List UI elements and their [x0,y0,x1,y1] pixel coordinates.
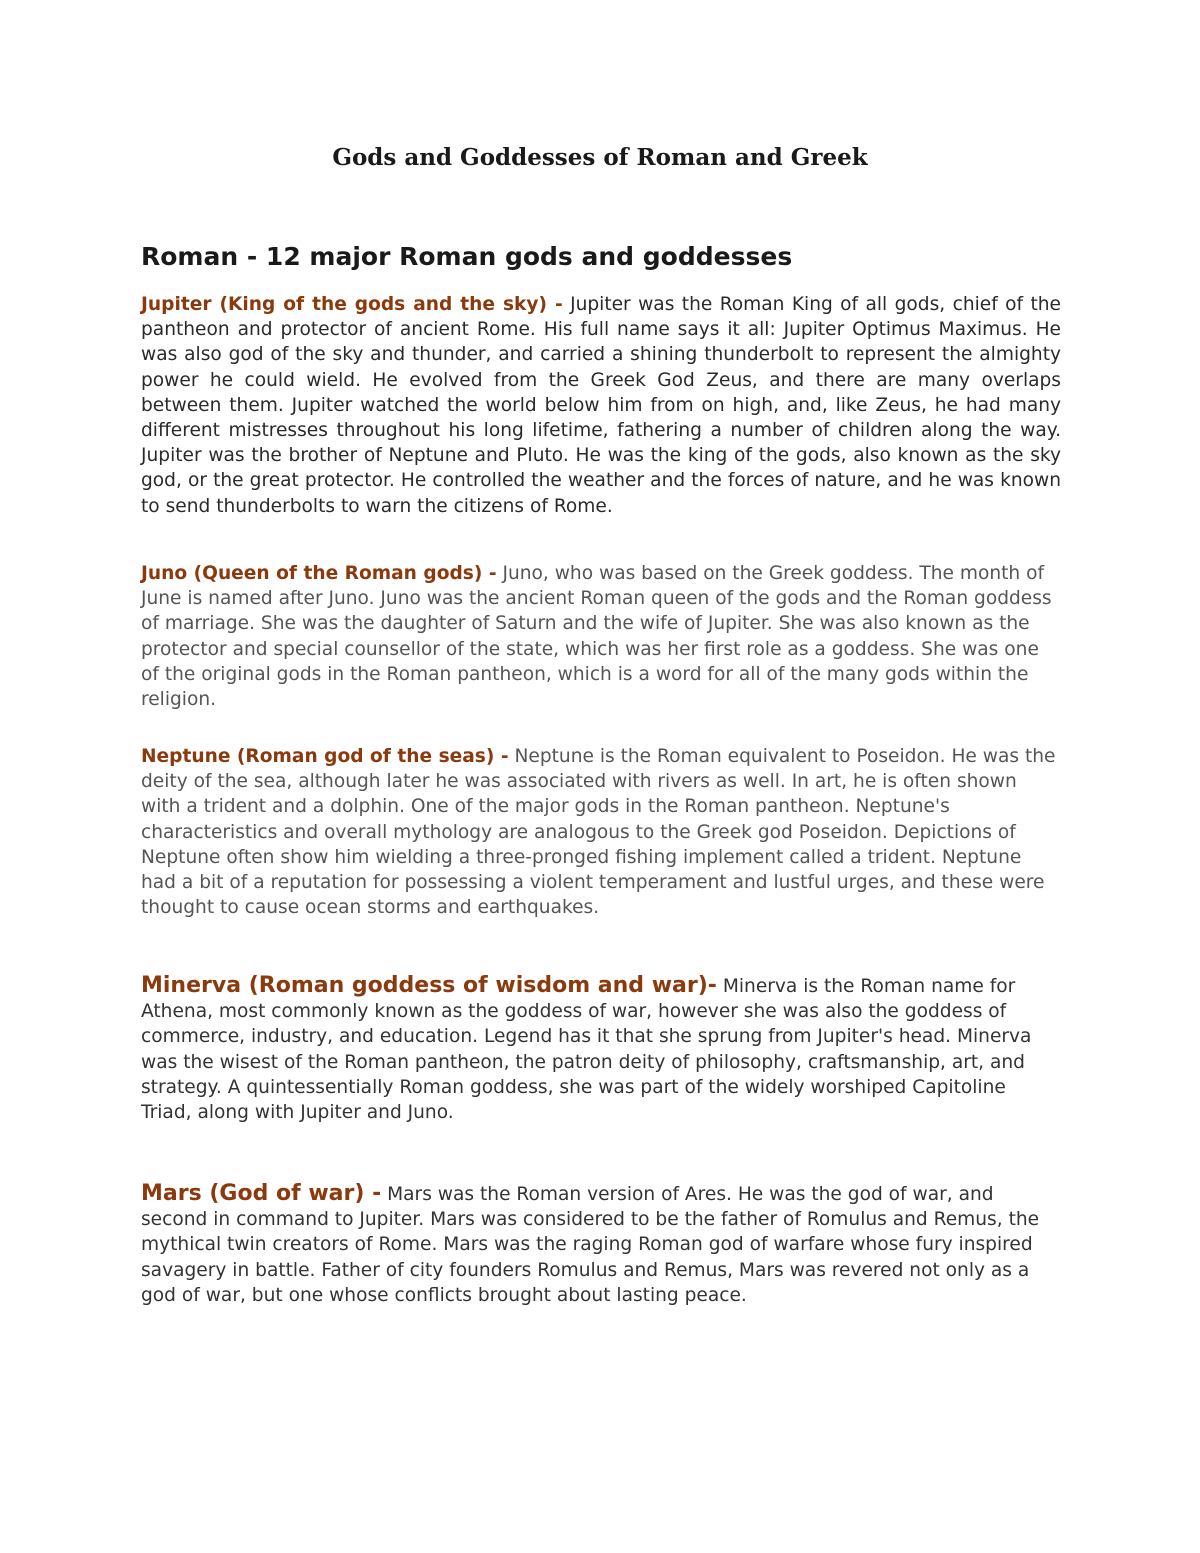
entry-name: Jupiter (King of the gods and the sky) [141,294,547,315]
entry-separator: - [707,973,717,998]
entry-separator: - [547,294,563,315]
entry-separator: - [364,1181,382,1206]
entry-name: Neptune (Roman god of the seas) [141,746,495,767]
entry-minerva [141,973,1061,1125]
entry-text: Juno, who was based on the Greek goddess. The month of June is named after Juno. Juno was the ancient Roman queen of the gods and the Roman goddess of marriage. She was the daughter of Saturn and the wife of Jupiter. She was also known as the protector and special counsellor of the state, which was her first role as a goddess. She was one of the original gods in the Roman pantheon, which is a word for all of the many gods within the religion. [141,563,1052,711]
entry-name: Juno (Queen of the Roman gods) [141,563,483,584]
entry-text: Neptune is the Roman equivalent to Poseidon. He was the deity of the sea, although later he was associated with rivers as well. In art, he is often shown with a trident and a dolphin. One of the major gods in the Roman pantheon. Neptune's characteristics and overall mythology are analogous to the Greek god Poseidon. Depictions of Neptune often show him wielding a three-pronged fishing implement called a trident. Neptune had a bit of a reputation for possessing a violent temperament and lustful urges, and these were thought to cause ocean storms and earthquakes. [141,746,1056,919]
entry-mars [141,1181,1061,1308]
entry-separator: - [482,563,497,584]
entry-neptune [141,744,1061,920]
document-title: Gods and Goddesses of Roman and Greek [332,144,868,171]
entry-jupiter [141,292,1061,519]
entry-text: Mars was the Roman version of Ares. He was the god of war, and second in command to Jupiter. Mars was considered to be the father of Romulus and Remus, the mythical twin creators of Rome. Mars was the raging Roman god of warfare whose fury inspired savagery in battle. Father of city founders Romulus and Remus, Mars was revered not only as a god of war, but one whose conflicts brought about lasting peace. [141,1184,1040,1306]
entry-name: Minerva (Roman goddess of wisdom and war) [141,973,708,998]
entry-juno [141,561,1061,712]
entry-separator: - [494,746,509,767]
entry-text: Minerva is the Roman name for Athena, most commonly known as the goddess of war, however she was also the goddess of commerce, industry, and education. Legend has it that she sprung from Jupiter's head. Minerva was the wisest of the Roman pantheon, the patron deity of philosophy, craftsmanship, art, and strategy. A quintessentially Roman goddess, she was part of the widely worshiped Capitoline Triad, along with Jupiter and Juno. [141,976,1032,1124]
entry-name: Mars (God of war) [141,1181,365,1206]
entry-text: Jupiter was the Roman King of all gods, chief of the pantheon and protector of ancient Rome. His full name says it all: Jupiter Optimus Maximus. He was also god of the sky and thunder, and carried a shining thunderbolt to represent the almighty power he could wield. He evolved from the Greek God Zeus, and there are many overlaps between them. Jupiter watched the world below him from on high, and, like Zeus, he had many different mistresses throughout his long lifetime, fathering a number of children along the way. Jupiter was the brother of Neptune and Pluto. He was the king of the gods, also known as the sky god, or the great protector. He controlled the weather and the forces of nature, and he was known to send thunderbolts to warn the citizens of Rome. [141,294,1061,517]
section-heading: Roman - 12 major Roman gods and goddesses [141,242,793,271]
